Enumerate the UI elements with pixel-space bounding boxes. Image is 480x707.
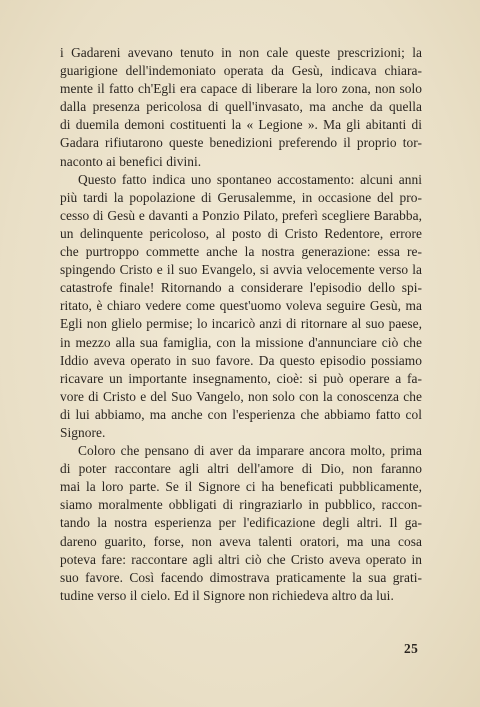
text-line: ritato, è chiaro vedere come quest'uomo voleva seguire Gesù, ma [60,298,422,314]
page-number: 25 [404,641,419,656]
text-line: Iddio aveva operato in suo favore. Da questo episodio possiamo [60,352,422,368]
paragraph-2 [60,171,422,442]
text-line: i Gadareni avevano tenuto in non cale queste prescrizioni; la [60,45,422,60]
text-line: Egli non glielo permise; lo incaricò anzi di ritornare al suo paese, [60,316,422,332]
text-line: di duemila demoni costituenti la « Legione ». Ma gli abitanti di [60,117,422,133]
text-line: suo favore. Così facendo dimostrava praticamente la sua grati- [60,569,422,585]
text-line: di poter raccontare agli altri dell'amore di Dio, non faranno [60,461,422,477]
text-line: Questo fatto indica uno spontaneo accostamento: alcuni anni [78,171,422,187]
text-line: catastrofe finale! Ritornando a considerare l'episodio dello spi- [60,280,422,296]
text-line: cesso di Gesù e davanti a Ponzio Pilato, preferì scegliere Barabba, [60,207,422,223]
text-line: spingendo Cristo e il suo Evangelo, si avvia velocemente verso la [60,262,422,278]
text-line: Gadara rifiutarono queste benedizioni preferendo il proprio tor- [60,135,422,151]
paragraph-1 [60,44,422,171]
text-line: mente il fatto ch'Egli era capace di liberare la loro zona, non solo [60,81,422,97]
text-line: un delinquente pericoloso, al posto di Cristo Redentore, errore [60,225,422,241]
text-line: vore di Cristo e del Suo Vangelo, non solo con la conoscenza che [60,388,422,404]
text-line: di lui abbiamo, ma anche con l'esperienza che abbiamo fatto col [60,406,422,422]
text-line: mai la loro parte. Se il Signore ci ha beneficati pubblicamente, [60,479,422,495]
body-text [60,44,422,605]
text-line: poteva fare: raccontare agli altri ciò che Cristo aveva operato in [60,551,422,567]
text-line: più tardi la popolazione di Gerusalemme, in occasione del pro- [60,189,422,205]
text-line: Signore. [60,424,106,440]
text-line: dareno guarito, forse, non aveva talenti oratori, ma una cosa [60,533,422,549]
text-line: Coloro che pensano di aver da imparare ancora molto, prima [78,443,422,459]
text-line: ricavare un importante insegnamento, cioè: si può operare a fa- [60,370,422,386]
text-line: naconto ai benefici divini. [60,153,202,169]
text-line: siamo moralmente obbligati di ringraziarlo in pubblico, raccon- [60,497,422,513]
text-line: dalla presenza pericolosa di quell'invasato, ma anche da quella [60,99,422,115]
paragraph-3 [60,442,422,605]
text-line: guarigione dell'indemoniato operata da Gesù, indicava chiara- [60,63,422,79]
text-line: che purtroppo commette anche la nostra generazione: essa re- [60,244,422,260]
text-line: tando la nostra esperienza per l'edificazione degli altri. Il ga- [60,515,422,531]
text-line: tudine verso il cielo. Ed il Signore non richiedeva altro da lui. [60,587,394,603]
text-line: in mezzo alla sua famiglia, con la missione d'annunciare ciò che [60,334,422,350]
